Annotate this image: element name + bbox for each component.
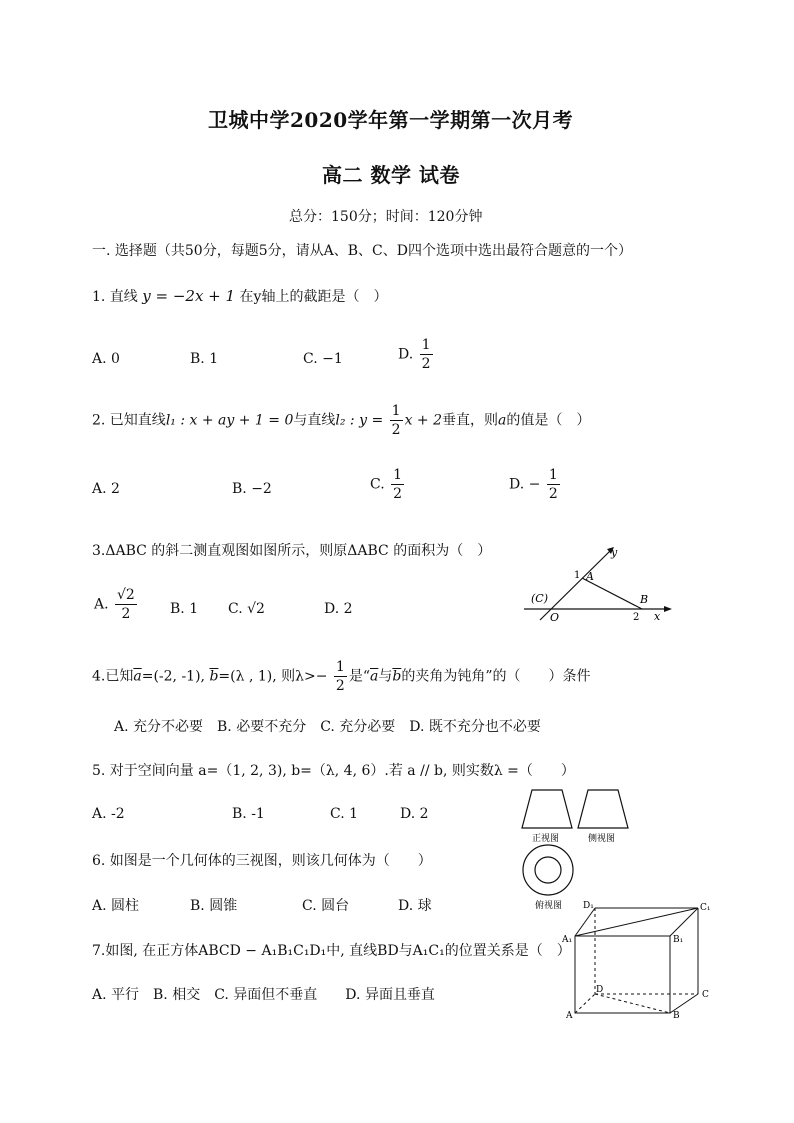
q3-a-denominator: 2 xyxy=(121,606,131,622)
question-6: 6. 如图是一个几何体的三视图，则该几何体为（ ） xyxy=(92,853,432,869)
q5-option-d: D. 2 xyxy=(400,806,429,822)
top-view-label: 俯视图 xyxy=(535,901,563,911)
q1-d-denominator: 2 xyxy=(421,356,431,372)
q1-equation: y = −2x + 1 xyxy=(142,287,236,305)
label-o: O xyxy=(550,611,560,624)
label-b: B xyxy=(673,1011,680,1021)
q1-option-d-fraction xyxy=(420,338,433,371)
label-a: A xyxy=(566,1011,573,1021)
top-view-inner-circle xyxy=(535,857,561,883)
q3-option-c: C. √2 xyxy=(228,601,265,617)
q1-option-c: C. −1 xyxy=(303,351,343,367)
q2-option-c xyxy=(370,468,406,501)
side-view-trapezoid xyxy=(578,790,628,828)
q3-option-a xyxy=(94,588,139,621)
label-b: B xyxy=(640,593,649,606)
q2-d-denominator: 2 xyxy=(548,486,558,502)
q2-var: a xyxy=(498,412,507,429)
q1-option-d-label: D. xyxy=(398,346,414,363)
q7-cube-diagram xyxy=(560,898,720,1022)
q3-option-d: D. 2 xyxy=(324,601,353,617)
diagonal-a1c1 xyxy=(575,908,698,936)
y-axis xyxy=(540,551,610,620)
q2-line1: l₁ : x + ay + 1 = 0 xyxy=(165,412,294,429)
label-one: 1 xyxy=(574,570,581,581)
label-y: y xyxy=(611,546,618,559)
q2-option-d-fraction xyxy=(547,468,560,501)
q2-c-denominator: 2 xyxy=(393,486,403,502)
label-d1: D₁ xyxy=(583,901,594,911)
q2-line2-pre: l₂ : y = xyxy=(335,412,384,429)
q2-option-d-label: D. − xyxy=(509,476,541,493)
label-d: D xyxy=(596,985,604,995)
question-4 xyxy=(92,660,591,693)
q2-p1: 2. 已知直线 xyxy=(92,412,166,429)
label-a1: A₁ xyxy=(562,935,573,945)
q2-fraction xyxy=(390,404,403,437)
q2-line2-post: x + 2 xyxy=(404,412,442,429)
label-two: 2 xyxy=(633,612,640,623)
q2-option-a: A. 2 xyxy=(92,481,120,497)
q1-option-a: A. 0 xyxy=(92,351,120,367)
q4-p2: =(-2, -1), xyxy=(141,668,210,685)
q1-d-numerator: 1 xyxy=(421,337,431,353)
q2-d-numerator: 1 xyxy=(548,467,558,483)
q1-option-d xyxy=(398,338,435,371)
q7-options: A. 平行 B. 相交 C. 异面但不垂直 D. 异面且垂直 xyxy=(92,987,435,1003)
q1-option-b: B. 1 xyxy=(190,351,219,367)
q2-option-c-fraction xyxy=(391,468,404,501)
q5-option-b: B. -1 xyxy=(232,806,265,822)
label-b1: B₁ xyxy=(673,935,684,945)
school-title: 卫城中学2020学年第一学期第一次月考 xyxy=(208,108,574,132)
exam-meta: 总分：150分；时间：120分钟 xyxy=(289,209,483,225)
diagonal-bd xyxy=(595,994,670,1013)
q4-vector-a: $\overline{a}$ xyxy=(133,668,142,685)
question-7: 7.如图, 在正方体ABCD − A₁B₁C₁D₁中, 直线BD与A₁C₁的位置关系是（ ） xyxy=(92,943,571,959)
exam-title: 高二 数学 试卷 xyxy=(322,163,460,187)
q6-option-b: B. 圆锥 xyxy=(190,898,238,914)
q4-vector-a2: $\overline{a}$ xyxy=(370,668,379,685)
section-heading: 一. 选择题（共50分，每题5分，请从A、B、C、D四个选项中选出最符合题意的一个） xyxy=(92,243,632,259)
q3-oblique-diagram xyxy=(518,540,678,630)
q2-p4: 的值是（ ） xyxy=(506,412,591,429)
q2-frac-num: 1 xyxy=(391,403,401,419)
q3-a-numerator: √2 xyxy=(117,587,135,603)
front-view-label: 正视图 xyxy=(532,834,560,844)
q4-frac-den: 2 xyxy=(335,678,345,694)
question-3: 3.ΔABC 的斜二测直观图如图所示，则原ΔABC 的面积为（ ） xyxy=(92,543,492,559)
x-axis-arrow xyxy=(664,606,672,612)
q2-p3: 垂直，则 xyxy=(442,412,498,429)
edge-ad xyxy=(575,994,595,1013)
q3-option-a-label: A. xyxy=(94,596,109,613)
q3-option-b: B. 1 xyxy=(170,601,199,617)
q4-p1: 4.已知 xyxy=(92,668,134,685)
q4-p4: 是“ xyxy=(348,668,370,685)
q1-suffix: 在y轴上的截距是（ ） xyxy=(239,289,388,305)
q2-frac-den: 2 xyxy=(391,422,401,438)
q4-frac-num: 1 xyxy=(335,659,345,675)
q3-option-a-fraction xyxy=(115,588,137,621)
side-view-label: 侧视图 xyxy=(588,834,616,844)
q2-option-d xyxy=(509,468,562,501)
q4-vector-b: $\overline{b}$ xyxy=(209,668,219,685)
q4-p3: =(λ , 1), 则λ>− xyxy=(218,668,328,685)
q1-prefix: 1. 直线 xyxy=(92,289,138,305)
q2-option-b: B. −2 xyxy=(232,481,272,497)
q4-p8: 的夹角为钝角”的（ ）条件 xyxy=(401,668,591,685)
label-x: x xyxy=(654,610,661,623)
q2-c-numerator: 1 xyxy=(393,467,403,483)
q4-fraction xyxy=(334,660,347,693)
label-c: (C) xyxy=(531,592,548,605)
front-view-trapezoid xyxy=(522,790,572,828)
label-a: A xyxy=(586,570,594,583)
front-face xyxy=(575,936,670,1013)
label-c: C xyxy=(702,990,709,1000)
q6-three-views-diagram xyxy=(516,784,646,912)
question-1 xyxy=(92,286,387,306)
q2-option-c-label: C. xyxy=(370,476,385,493)
q4-p6: 与 xyxy=(378,668,393,685)
question-5: 5. 对于空间向量 a=（1, 2, 3), b=（λ, 4, 6）.若 a // b, 则实数λ =（ ） xyxy=(92,763,575,779)
q6-option-d: D. 球 xyxy=(398,898,432,914)
edge-b1c1 xyxy=(670,908,698,936)
question-2 xyxy=(92,404,590,437)
q5-option-a: A. -2 xyxy=(92,806,125,822)
q6-option-c: C. 圆台 xyxy=(302,898,350,914)
top-view-outer-circle xyxy=(523,845,573,895)
q4-options: A. 充分不必要 B. 必要不充分 C. 充分必要 D. 既不充分也不必要 xyxy=(114,719,541,735)
q5-option-c: C. 1 xyxy=(330,806,359,822)
label-c1: C₁ xyxy=(700,903,711,913)
q2-p2: 与直线 xyxy=(293,412,336,429)
q6-option-a: A. 圆柱 xyxy=(92,898,140,914)
q4-vector-b2: $\overline{b}$ xyxy=(392,668,402,685)
